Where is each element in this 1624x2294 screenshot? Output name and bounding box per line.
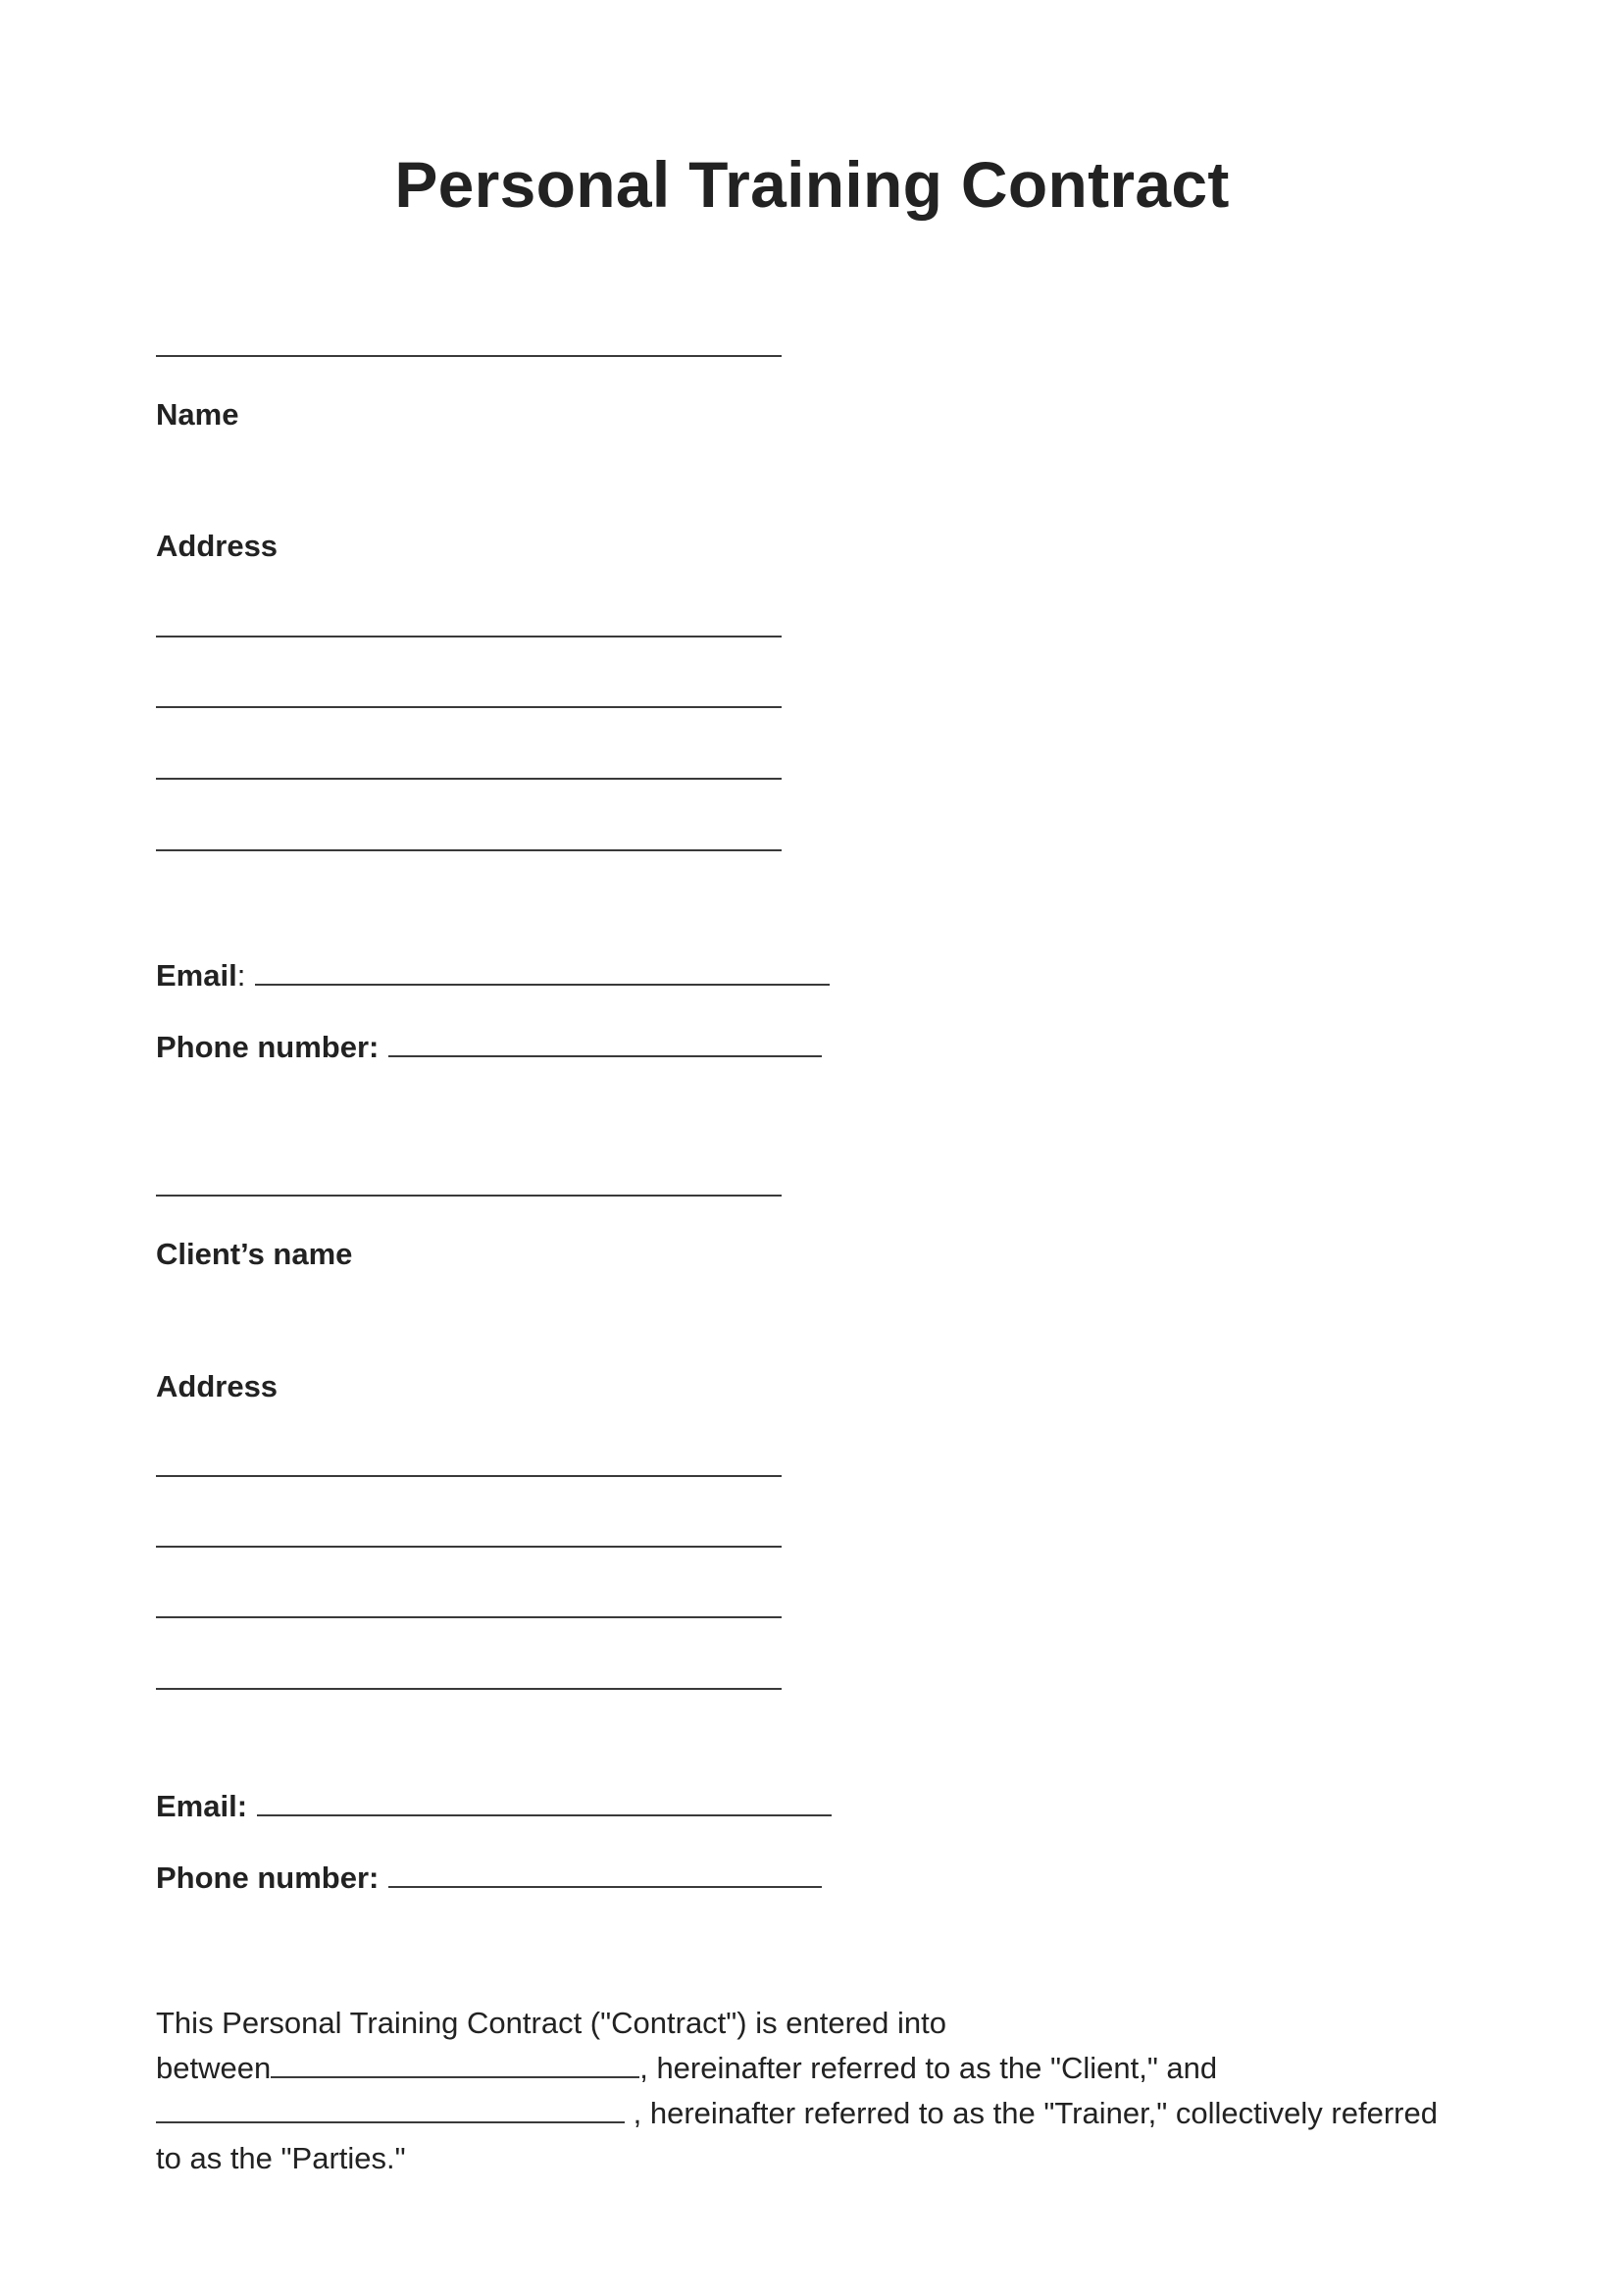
trainer-email-label: Email <box>156 958 237 993</box>
intro-client-text: , hereinafter referred to as the "Client," and <box>639 2051 1218 2085</box>
trainer-phone-row <box>156 1030 822 1065</box>
client-phone-field[interactable] <box>388 1885 822 1888</box>
trainer-email-row <box>156 958 830 994</box>
client-phone-row <box>156 1861 822 1896</box>
client-name-line[interactable] <box>156 1195 782 1197</box>
trainer-name-line[interactable] <box>156 355 782 357</box>
client-address-line-4[interactable] <box>156 1688 782 1690</box>
client-phone-label: Phone number: <box>156 1861 380 1895</box>
trainer-address-line-3[interactable] <box>156 778 782 780</box>
intro-line-1: This Personal Training Contract ("Contract") is entered into <box>156 2006 946 2040</box>
client-email-row <box>156 1789 832 1824</box>
client-address-label: Address <box>156 1369 279 1403</box>
client-email-label: Email: <box>156 1789 248 1823</box>
trainer-email-field[interactable] <box>255 983 830 986</box>
trainer-address-line-2[interactable] <box>156 706 782 708</box>
client-address-line-1[interactable] <box>156 1475 782 1477</box>
trainer-name-label: Name <box>156 397 239 432</box>
intro-trainer-blank[interactable] <box>156 2120 625 2123</box>
document-title: Personal Training Contract <box>394 148 1230 221</box>
trainer-address-label: Address <box>156 529 279 563</box>
trainer-phone-label: Phone number: <box>156 1030 380 1064</box>
intro-between-text: between <box>156 2051 272 2085</box>
intro-line-2 <box>156 2046 1529 2091</box>
client-name-label: Client’s name <box>156 1237 353 1271</box>
intro-line-3 <box>156 2091 1529 2136</box>
client-address-line-2[interactable] <box>156 1546 782 1548</box>
intro-client-blank[interactable] <box>271 2075 639 2078</box>
trainer-address-line-4[interactable] <box>156 849 782 851</box>
intro-paragraph <box>156 2001 1529 2181</box>
trainer-address-line-1[interactable] <box>156 636 782 637</box>
trainer-phone-field[interactable] <box>388 1054 822 1057</box>
intro-line-4: to as the "Parties." <box>156 2141 406 2175</box>
intro-trainer-text: , hereinafter referred to as the "Trainer," collectively referred <box>625 2096 1438 2130</box>
client-email-field[interactable] <box>257 1813 832 1816</box>
client-address-line-3[interactable] <box>156 1616 782 1618</box>
trainer-email-colon: : <box>236 958 246 993</box>
